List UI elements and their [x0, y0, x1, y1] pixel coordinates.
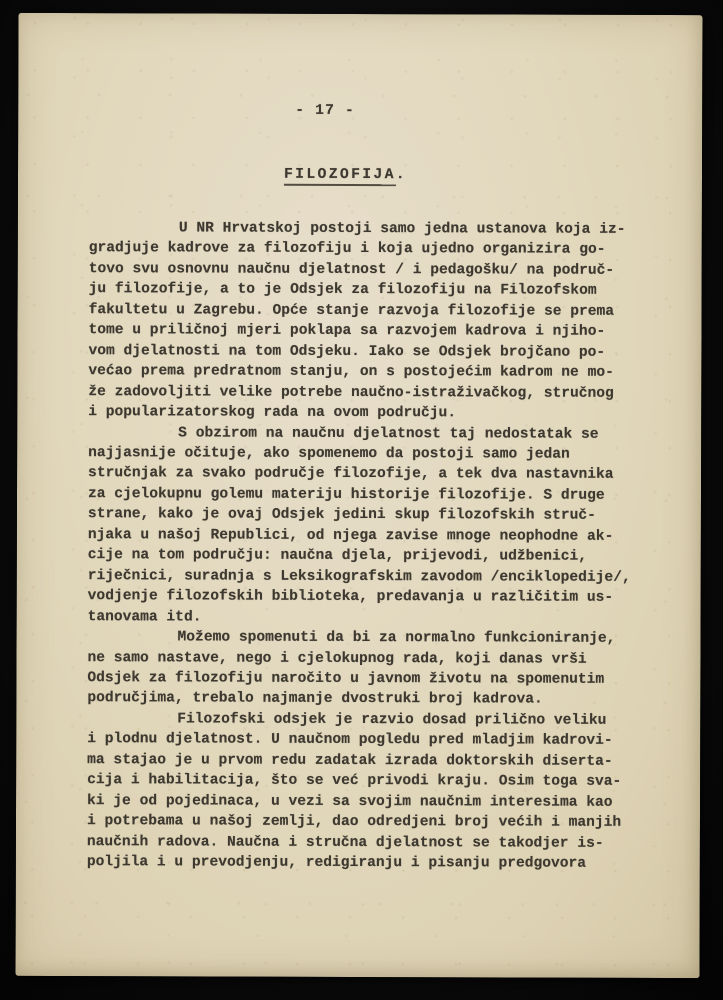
document-body	[87, 218, 641, 874]
document-title-period: .	[395, 167, 408, 184]
paragraph-2: S obzirom na naučnu djelatnost taj nedostatak se najjasnije očituje, ako spomenemo da postoji samo jedan stručnjak za svako područje filozofije, a tek dva nastavnika za cjelokupnu golemu materiju historije filozofije. S druge strane, kako je ovaj Odsjek jedini skup filozofskih struč- njaka u našoj Republici, od njega zavise mnoge neophodne ak- cije na tom području: naučna djela, prijevodi, udžbenici, riječnici, suradnja s Leksikografskim zavodom /enciklopedije/, vodjenje filozofskih biblioteka, predavanja u različitim us- tanovama itd.	[87, 424, 631, 626]
page-number: - 17 -	[295, 102, 355, 119]
document-page	[15, 13, 702, 978]
document-title-text: FILOZOFIJA	[284, 167, 396, 186]
paragraph-4: Filozofski odsjek je razvio dosad prilično veliku i plodnu djelatnost. U naučnom pogledu pred mladjim kadrovi- ma stajao je u prvom redu zadatak izrada doktorskih diserta- cija i habilitacija, što se već privodi kraju. Osim toga sva- ki je od pojedinaca, u vezi sa svojim naučnim interesima kao i potrebama u našoj zemlji, dao odredjeni broj većih i manjih naučnih radova. Naučna i stručna djelatnost se takodjer is- poljila i u prevodjenju, redigiranju i pisanju predgovora	[86, 711, 622, 872]
document-title	[284, 167, 407, 183]
paragraph-1: U NR Hrvatskoj postoji samo jedna ustanova koja iz- gradjuje kadrove za filozofiju i koja ujedno organizira go- tovo svu osnovnu naučnu djelatnost / i pedagošku/ na područ- ju filozofije, a to je Odsjek za filozofiju na Filozofskom fakultetu u Zagrebu. Opće stanje razvoja filozofije se prema tome u priličnoj mjeri poklapa sa razvojem kadrova i njiho- vom djelatnosti na tom Odsjeku. Iako se Odsjek brojčano po- većao prema predratnom stanju, on s postojećim kadrom ne mo- že zadovoljiti velike potrebe naučno-istraživačkog, stručnog i popularizatorskog rada na ovom području.	[88, 220, 626, 422]
paragraph-3: Možemo spomenuti da bi za normalno funkcioniranje, ne samo nastave, nego i cjelokupnog rada, koji danas vrši Odsjek za filozofiju naročito u javnom životu na spomenutim područjima, trebalo najmanje dvostruki broj kadrova.	[87, 629, 616, 709]
